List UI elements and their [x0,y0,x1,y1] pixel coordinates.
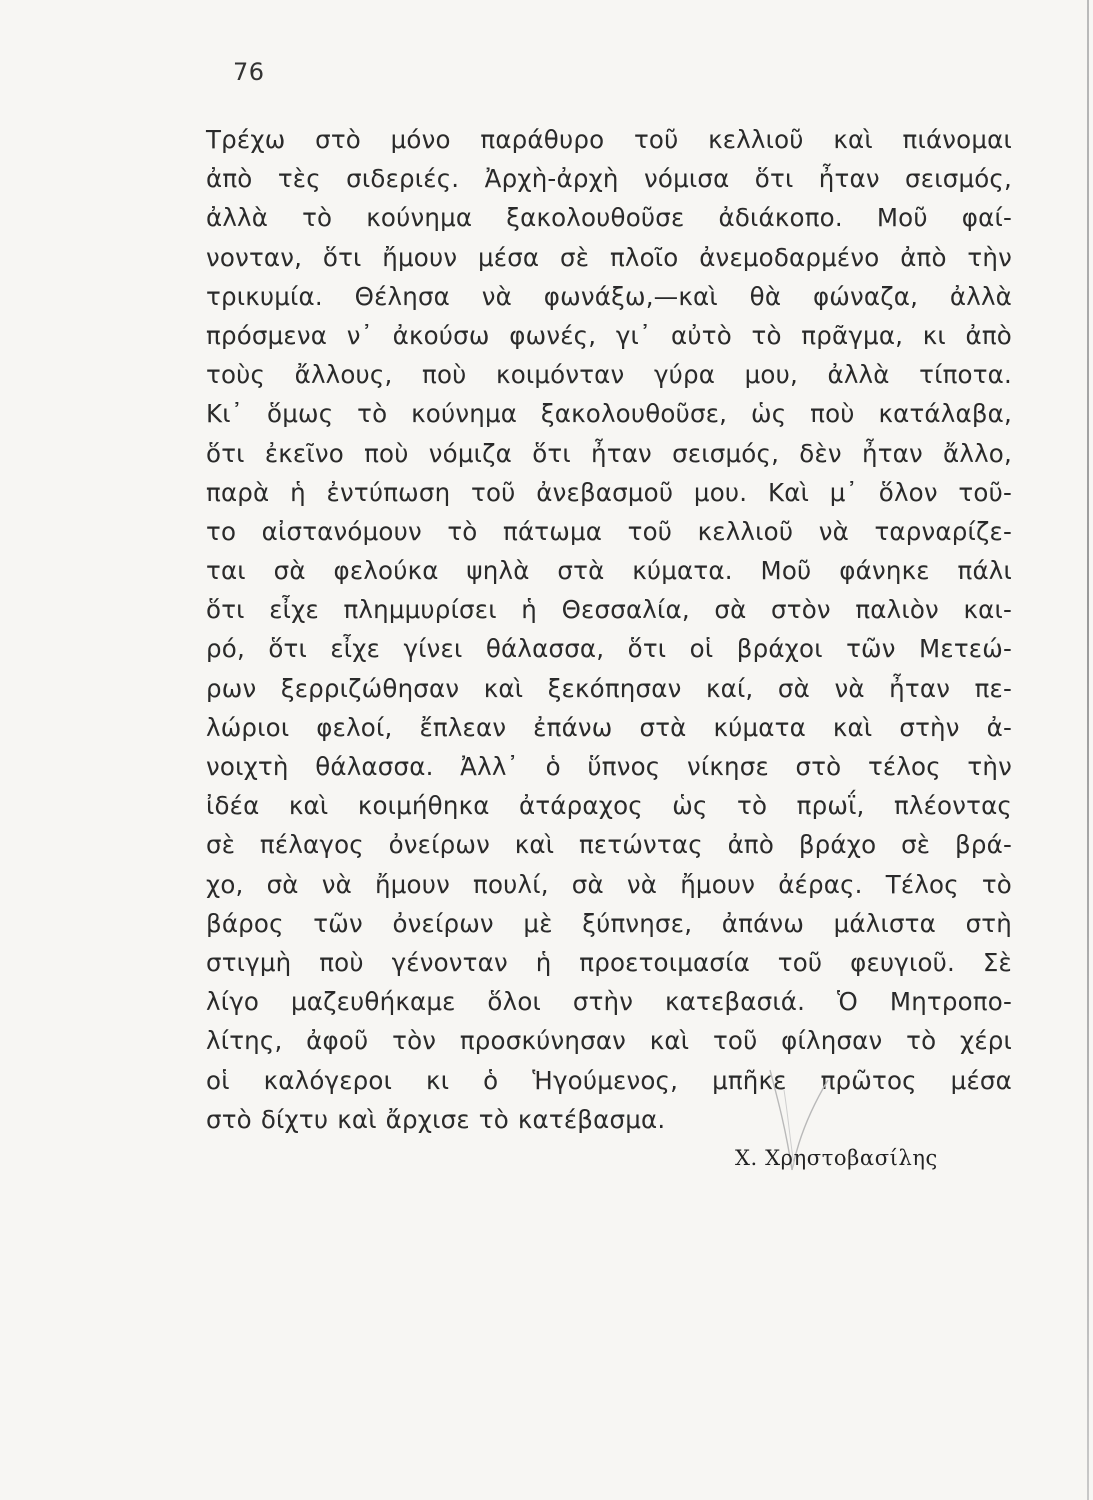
text-line: ὅτι εἶχε πλημμυρίσει ἡ Θεσσαλία, σὰ στὸν παλιὸν και- [206,595,1012,625]
text-line: στιγμὴ ποὺ γένονταν ἡ προετοιμασία τοῦ φευγιοῦ. Σὲ [206,947,1012,977]
text-line: ἰδέα καὶ κοιμήθηκα ἀτάραχος ὡς τὸ πρωΐ, πλέοντας [206,791,1012,821]
text-line: ἀπὸ τὲς σιδεριές. Ἀρχὴ-ἀρχὴ νόμισα ὅτι ἦταν σεισμός, [206,164,1012,194]
author-signature: Χ. Χρηστοβασίλης [735,1146,938,1170]
text-line: νονταν, ὅτι ἤμουν μέσα σὲ πλοῖο ἀνεμοδαρμένο ἀπὸ τὴν [206,242,1012,272]
text-line: χο, σὰ νὰ ἤμουν πουλί, σὰ νὰ ἤμουν ἀέρας. Τέλος τὸ [206,869,1012,899]
text-line: ρό, ὅτι εἶχε γίνει θάλασσα, ὅτι οἱ βράχοι τῶν Μετεώ- [206,634,1012,664]
text-line: λώριοι φελοί, ἔπλεαν ἐπάνω στὰ κύματα καὶ στὴν ἀ- [206,712,1012,742]
text-line: τρικυμία. Θέλησα νὰ φωνάξω,—καὶ θὰ φώναζα, ἀλλὰ [206,281,1012,311]
text-line: λίγο μαζευθήκαμε ὅλοι στὴν κατεβασιά. Ὁ Μητροπο- [206,987,1012,1017]
text-line: βάρος τῶν ὀνείρων μὲ ξύπνησε, ἀπάνω μάλιστα στὴ [206,908,1012,938]
text-line: Κι᾿ ὅμως τὸ κούνημα ξακολουθοῦσε, ὡς ποὺ κατάλαβα, [206,399,1012,429]
text-line: τοὺς ἄλλους, ποὺ κοιμόνταν γύρα μου, ἀλλὰ τίποτα. [206,360,1012,390]
text-line: λίτης, ἀφοῦ τὸν προσκύνησαν καὶ τοῦ φίλησαν τὸ χέρι [206,1026,1012,1056]
page-edge-shadow [1087,0,1089,1500]
text-line: σὲ πέλαγος ὀνείρων καὶ πετώντας ἀπὸ βράχο σὲ βρά- [206,830,1012,860]
text-line: ἀλλὰ τὸ κούνημα ξακολουθοῦσε ἀδιάκοπο. Μοῦ φαί- [206,203,1012,233]
text-line: νοιχτὴ θάλασσα. Ἀλλ᾿ ὁ ὕπνος νίκησε στὸ τέλος τὴν [206,752,1012,781]
text-line: οἱ καλόγεροι κι ὁ Ἡγούμενος, μπῆκε πρῶτος μέσα [206,1065,1012,1095]
text-line: παρὰ ἡ ἐντύπωση τοῦ ἀνεβασμοῦ μου. Καὶ μ᾿ ὅλον τοῦ- [206,477,1012,507]
body-paragraph [206,120,1012,1139]
page-number: 76 [233,58,265,86]
text-line: ὅτι ἐκεῖνο ποὺ νόμιζα ὅτι ἦταν σεισμός, δὲν ἦταν ἄλλο, [206,438,1012,468]
text-line: το αἰστανόμουν τὸ πάτωμα τοῦ κελλιοῦ νὰ ταρναρίζε- [206,516,1012,546]
text-line: ται σὰ φελούκα ψηλὰ στὰ κύματα. Μοῦ φάνηκε πάλι [206,556,1012,586]
text-line: ρων ξερριζώθησαν καὶ ξεκόπησαν καί, σὰ νὰ ἦταν πε- [206,673,1012,703]
text-line: πρόσμενα ν᾿ ἀκούσω φωνές, γι᾿ αὐτὸ τὸ πρᾶγμα, κι ἀπὸ [206,320,1012,350]
text-line: Τρέχω στὸ μόνο παράθυρο τοῦ κελλιοῦ καὶ πιάνομαι [206,125,1012,154]
text-line-last: στὸ δίχτυ καὶ ἄρχισε τὸ κατέβασμα. [206,1104,666,1134]
